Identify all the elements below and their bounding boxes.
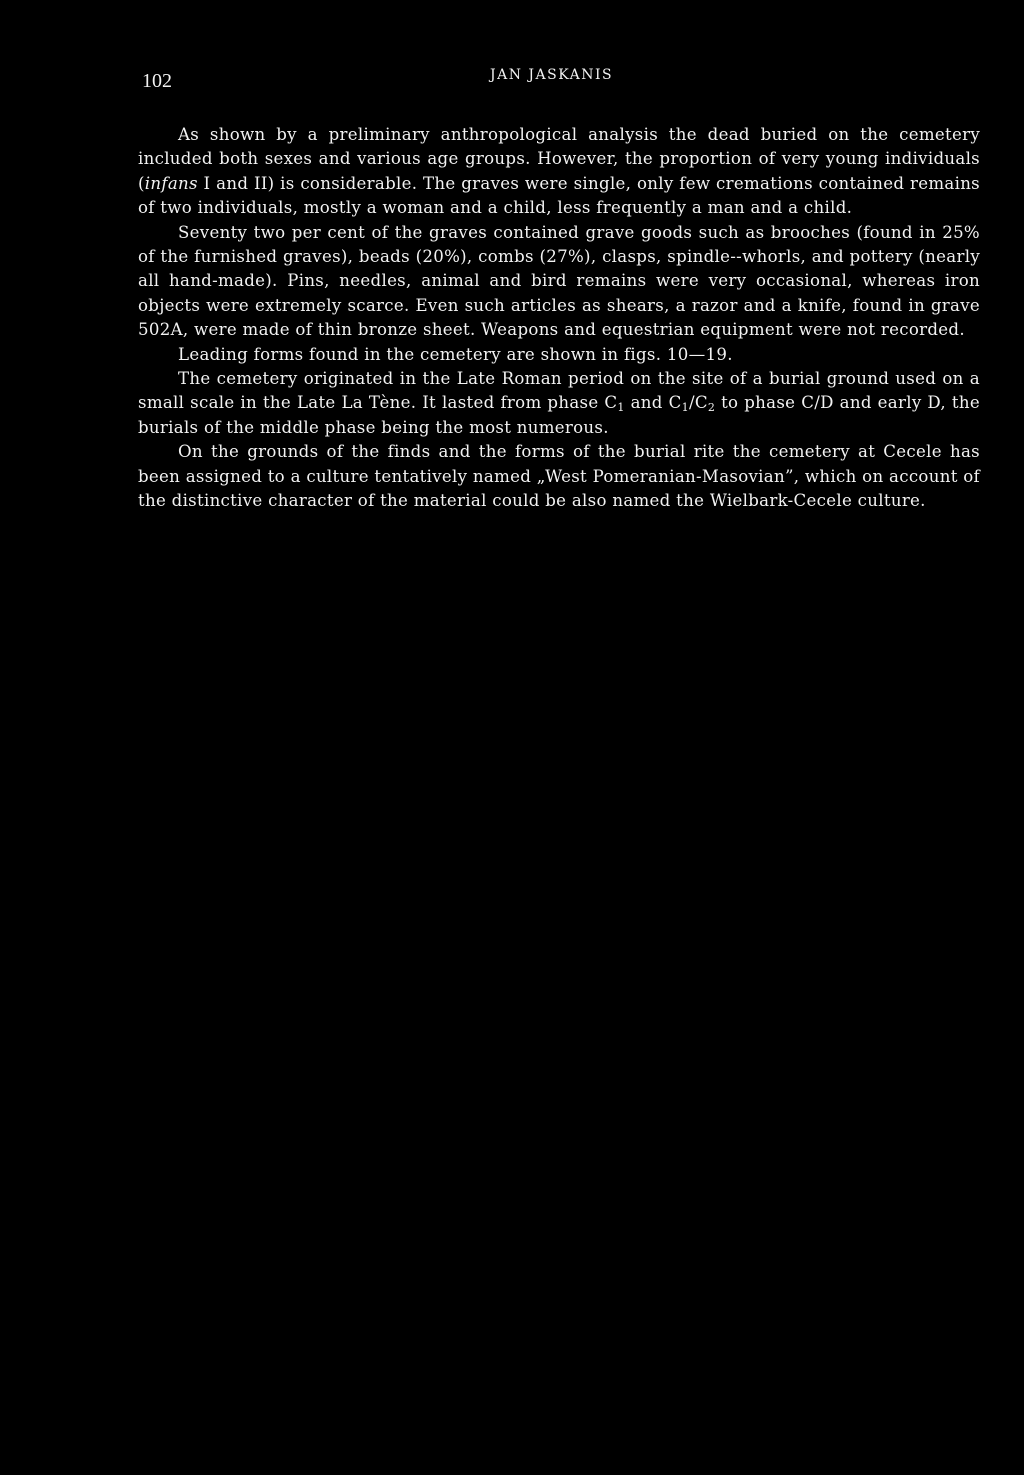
subscript: 1 — [617, 401, 625, 415]
paragraph-chronology — [138, 367, 980, 440]
body-text — [138, 123, 980, 514]
paragraph-culture: On the grounds of the finds and the forms of the burial rite the cemetery at Cecele has been assigned to a culture tentatively named „West Pomeranian-Masovian”, which on account of the distinctive character of the material could be also named the Wielbark-Cecele culture. — [138, 442, 980, 511]
paragraph-grave-goods: Seventy two per cent of the graves contained grave goods such as brooches (found in 25% of the furnished graves), beads (20%), combs (27%), clasps, spindle--whorls, and pottery (nearly all hand-made). Pins, needles, animal and bird remains were very occasional, whereas iron objects were extremely scarce. Even such articles as shears, a razor and a knife, found in grave 502A, were made of thin bronze sheet. Weapons and equestrian equipment were not recorded. — [138, 222, 980, 340]
paragraph-anthropology — [138, 123, 980, 221]
paragraph-text: As shown by a preliminary anthropological analysis the dead buried on the cemetery included both sexes and various age groups. However, the proportion of very young individuals ( — [138, 125, 980, 193]
paragraph-text: I and II) is considerable. The graves were single, only few cremations contained remains of two individuals, mostly a woman and a child, less frequently a man and a child. — [138, 173, 980, 218]
page-number: 102 — [142, 70, 172, 92]
paragraph-text: and C — [624, 393, 682, 413]
paragraph-text: The cemetery originated in the Late Roman period on the site of a burial ground used on a small scale in the Late La Tène. It lasted from phase C — [138, 369, 980, 413]
paragraph-text: to phase C/D and early D, the burials of the middle phase being the most numerous. — [138, 393, 980, 437]
running-head — [142, 67, 980, 100]
italic-term: infans — [144, 173, 198, 193]
running-head-author: JAN JASKANIS — [490, 67, 614, 83]
subscript: 1 — [681, 401, 689, 415]
paragraph-leading-forms: Leading forms found in the cemetery are shown in figs. 10—19. — [178, 344, 733, 364]
subscript: 2 — [707, 401, 716, 415]
paragraph-text: /C — [688, 393, 708, 413]
